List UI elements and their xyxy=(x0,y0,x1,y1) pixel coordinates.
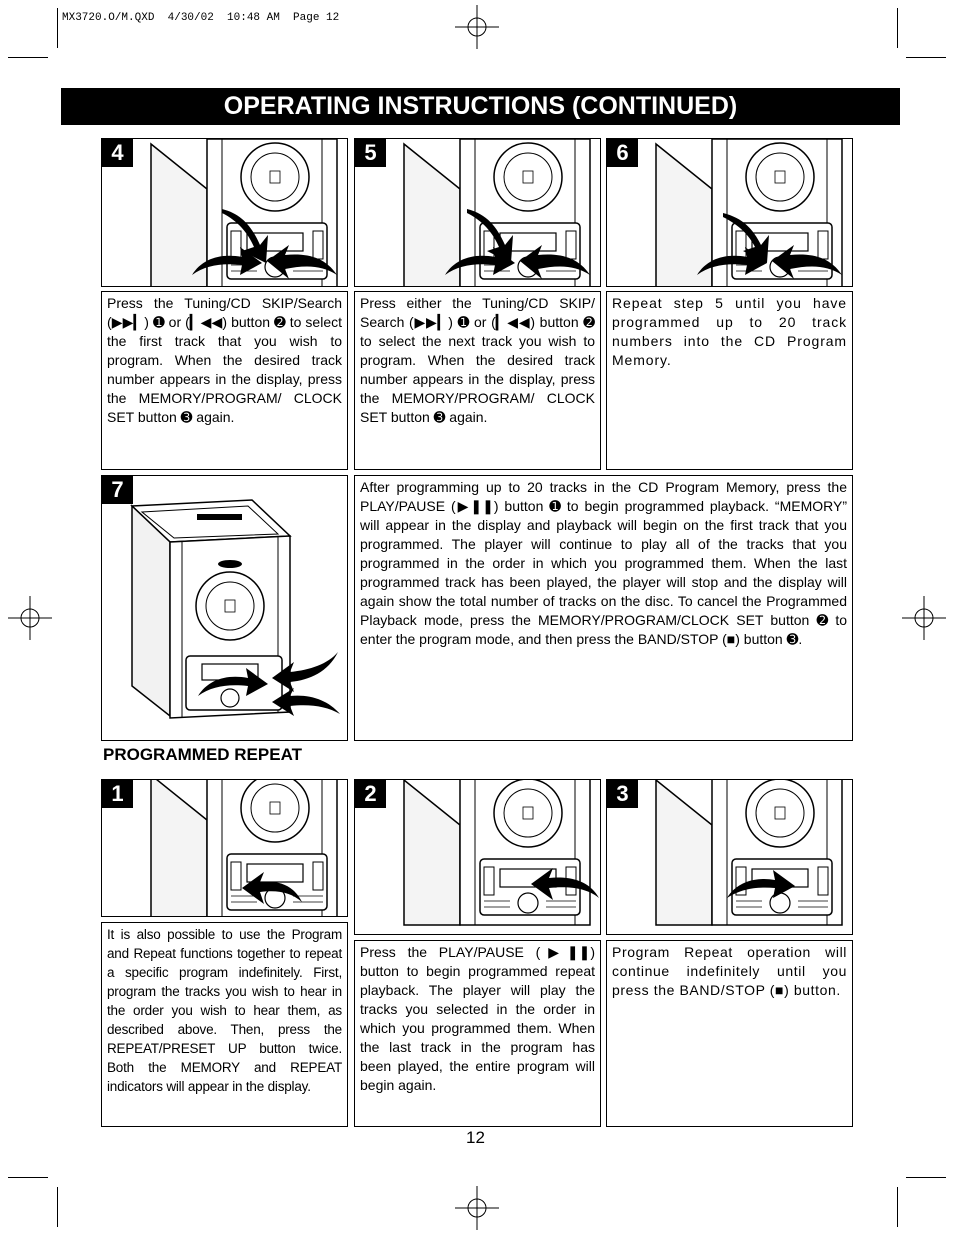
step-number: 1 xyxy=(102,780,133,808)
section-heading: PROGRAMMED REPEAT xyxy=(103,745,302,764)
step-number: 5 xyxy=(355,139,386,167)
repeat-step-2-instructions: Press the PLAY/PAUSE (▶❚❚) button to begin programmed repeat playback. The player will play the tracks you selected in the order in which you programmed them. When the last track in the program has been played, the entire program will begin again. xyxy=(360,944,595,1093)
step-6-illustration xyxy=(606,138,853,287)
step-6-instructions: Repeat step 5 until you have programmed up to 20 track numbers into the CD Program Memory. xyxy=(612,295,847,368)
printer-slug: MX3720.O/M.QXD 4/30/02 10:48 AM Page 12 xyxy=(62,12,340,24)
registration-mark-bottom xyxy=(455,1186,499,1230)
registration-mark-top xyxy=(455,5,499,49)
repeat-step-3-instructions: Program Repeat operation will continue indefinitely until you press the BAND/STOP (■) button. xyxy=(612,944,847,998)
step-4-text-box xyxy=(101,291,348,470)
step-number: 6 xyxy=(607,139,638,167)
registration-mark-left xyxy=(8,596,52,640)
step-number: 3 xyxy=(607,780,638,808)
step-4-illustration xyxy=(101,138,348,287)
step-4-instructions: Press the Tuning/CD SKIP/Search (▶▶▎) ➊ or (▎◀◀) button ➋ to select the first track that you wish to program. When the desired track number appears in the display, press the MEMORY/PROGRAM/ CLOCK SET button ➌ again. xyxy=(107,295,342,425)
step-number: 7 xyxy=(102,476,133,504)
step-6-text-box xyxy=(606,291,853,470)
repeat-step-1-illustration xyxy=(101,779,348,917)
repeat-step-3-illustration xyxy=(606,779,853,935)
page-title: OPERATING INSTRUCTIONS (CONTINUED) xyxy=(61,88,900,125)
registration-mark-right xyxy=(902,596,946,640)
step-5-illustration xyxy=(354,138,601,287)
step-7-text-box xyxy=(354,475,853,741)
repeat-step-1-text-box xyxy=(101,922,348,1127)
repeat-step-2-text-box xyxy=(354,940,601,1127)
repeat-step-2-illustration xyxy=(354,779,601,935)
step-number: 2 xyxy=(355,780,386,808)
repeat-step-1-instructions: It is also possible to use the Program and Repeat functions together to repeat a specific program indefinitely. First, program the tracks you wish to hear in the order you wish to hear them, as described above. Then, press the REPEAT/PRESET UP button twice. Both the MEMORY and REPEAT indicators will appear in the display. xyxy=(107,927,342,1094)
step-5-text-box xyxy=(354,291,601,470)
step-7-instructions: After programming up to 20 tracks in the CD Program Memory, press the PLAY/PAUSE (▶❚❚) button ➊ to begin programmed playback. “MEMORY” will appear in the display and playback will begin on the first track that you programmed. The player will continue to play all of the tracks that you programmed in the order in which you programmed them. When the last programmed track has been played, the player will stop and the display will again show the total number of tracks on the disc. To cancel the Programmed Playback mode, press the MEMORY/PROGRAM/CLOCK SET button ➋ to enter the program mode, and then press the BAND/STOP (■) button ➌. xyxy=(360,479,847,647)
step-5-instructions: Press either the Tuning/CD SKIP/ Search (▶▶▎) ➊ or (▎◀◀) button ➋ to select the next track you wish to program. When the desired track number appears in the display, press the MEMORY/PROGRAM/ CLOCK SET button ➌ again. xyxy=(360,295,595,425)
step-number: 4 xyxy=(102,139,133,167)
step-7-illustration xyxy=(101,475,348,741)
page-number: 12 xyxy=(466,1128,485,1147)
repeat-step-3-text-box xyxy=(606,940,853,1127)
